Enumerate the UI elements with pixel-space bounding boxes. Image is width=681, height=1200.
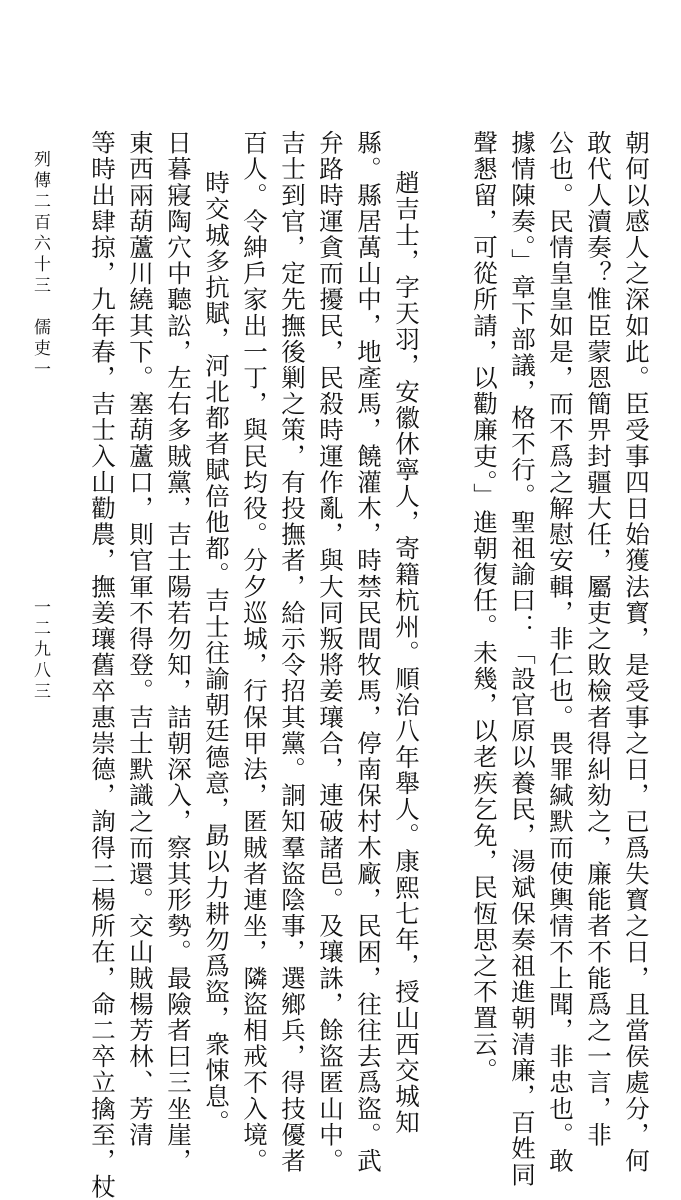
text-column: 時交城多抗賦，河北都者賦倍他都。吉士往諭朝廷德意，勗以力耕勿爲盜，衆悚息。 [202,170,231,1136]
text-column: 百人。令紳戶家出一丁，與民均役。分夕巡城，行保甲法，匿賊者連坐，隣盜相戒不入境。 [240,130,269,1174]
text-column: 弁路時運貪而擾民，民殺時運作亂，與大同叛將姜瓖合，連破諸邑。及瓖誅，餘盜匿山中。 [316,130,345,1174]
text-column: 等時出肆掠，九年春，吉士入山勸農，撫姜瓖舊卒惠崇德，詢得二楊所在，命二卒立擒至，杖 [88,130,117,1200]
text-column: 吉士到官，定先撫後剿之策，有投撫者，給示令招其黨。詗知羣盜陰事，選鄉兵，得技優者 [278,130,307,1174]
text-column: 據情陳奏。」章下部議，格不行。聖祖諭曰：「設官原以養民，湯斌保奏祖進朝清廉，百姓同 [508,130,537,1188]
text-column: 公也。民情皇皇如是，而不爲之解慰安輯，非仁也。畏罪緘默而使輿情不上聞，非忠也。敢 [546,130,575,1174]
text-column: 趙吉士，字天羽，安徽休寧人，寄籍杭州。順治八年舉人。康熙七年，授山西交城知 [392,170,421,1136]
text-column: 日暮寢陶穴中聽訟，左右多賊黨，吉士陽若勿知，詰朝深入，察其形勢。最險者曰三坐崖， [164,130,193,1174]
text-column: 聲懇留，可從所請，以勸廉吏。」進朝復任。未幾，以老疾乞免，民恆思之不置云。 [470,130,499,1084]
page-number: 一二九八三 [30,598,50,703]
running-head: 列傳二百六十三 儒吏一 [30,150,50,381]
text-column: 東西兩葫蘆川繞其下。塞葫蘆口，則官軍不得登。吉士默識之而還。交山賊楊芳林、芳清 [126,130,155,1148]
text-column: 敢代人瀆奏？惟臣蒙恩簡畀封疆大任，屬吏之敗檢者得糾劾之，廉能者不能爲之一言，非 [584,130,613,1148]
text-column: 縣。縣居萬山中，地產馬，饒灌木，時禁民間牧馬，停南保村木廠，民困，往往去爲盜。武 [354,130,383,1174]
text-column: 朝何以感人之深如此。臣受事四日始獲法寳，是受事之日，已爲失寳之日，且當侯處分，何 [622,130,651,1174]
